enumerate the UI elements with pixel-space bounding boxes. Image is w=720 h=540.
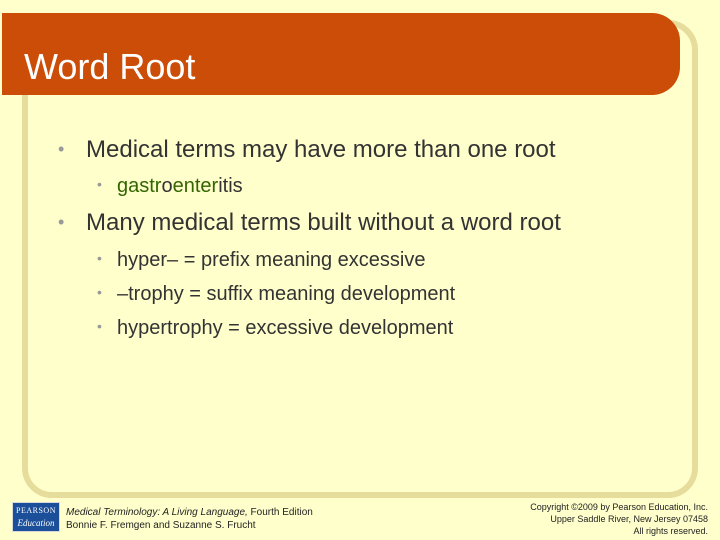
suffix-itis: itis — [218, 175, 243, 197]
combining-vowel: o — [161, 175, 173, 197]
title-bar — [2, 13, 680, 95]
book-authors: Bonnie F. Fremgen and Suzanne S. Frucht — [66, 520, 256, 531]
sub-bullet-gastroenteritis — [97, 175, 243, 197]
sub-bullet-dot-icon: • — [97, 176, 102, 192]
pearson-logo — [12, 502, 60, 532]
word-root-enter: enter — [172, 175, 219, 197]
sub-bullet-dot-icon: • — [97, 318, 102, 334]
sub-bullet-hyper — [97, 249, 426, 271]
footer-copyright — [530, 501, 708, 537]
bullet-dot-icon: • — [58, 139, 65, 159]
bullet-text: Many medical terms built without a word root — [86, 209, 561, 236]
sub-bullet-text: –trophy = suffix meaning development — [117, 283, 456, 305]
copyright-line-1: Copyright ©2009 by Pearson Education, Inc. — [530, 502, 708, 512]
footer-citation — [66, 506, 313, 532]
logo-line-2: Education — [17, 518, 55, 528]
sub-bullet-hypertrophy — [97, 317, 454, 339]
sub-bullet-trophy — [97, 283, 456, 305]
word-root-gastr: gastr — [117, 175, 162, 197]
copyright-line-3: All rights reserved. — [633, 526, 708, 536]
logo-line-1: PEARSON — [16, 506, 56, 515]
sub-bullet-text: hypertrophy = excessive development — [117, 317, 454, 339]
sub-bullet-text — [117, 175, 243, 197]
book-edition: Fourth Edition — [247, 507, 313, 518]
book-title-line — [66, 506, 313, 519]
sub-bullet-dot-icon: • — [97, 284, 102, 300]
bullet-text: Medical terms may have more than one root — [86, 136, 556, 163]
sub-bullet-text: hyper– = prefix meaning excessive — [117, 249, 426, 271]
copyright-line-2: Upper Saddle River, New Jersey 07458 — [550, 514, 708, 524]
sub-bullet-dot-icon: • — [97, 250, 102, 266]
bullet-dot-icon: • — [58, 212, 65, 232]
slide-title: Word Root — [24, 46, 196, 87]
book-title: Medical Terminology: A Living Language, — [66, 507, 248, 518]
